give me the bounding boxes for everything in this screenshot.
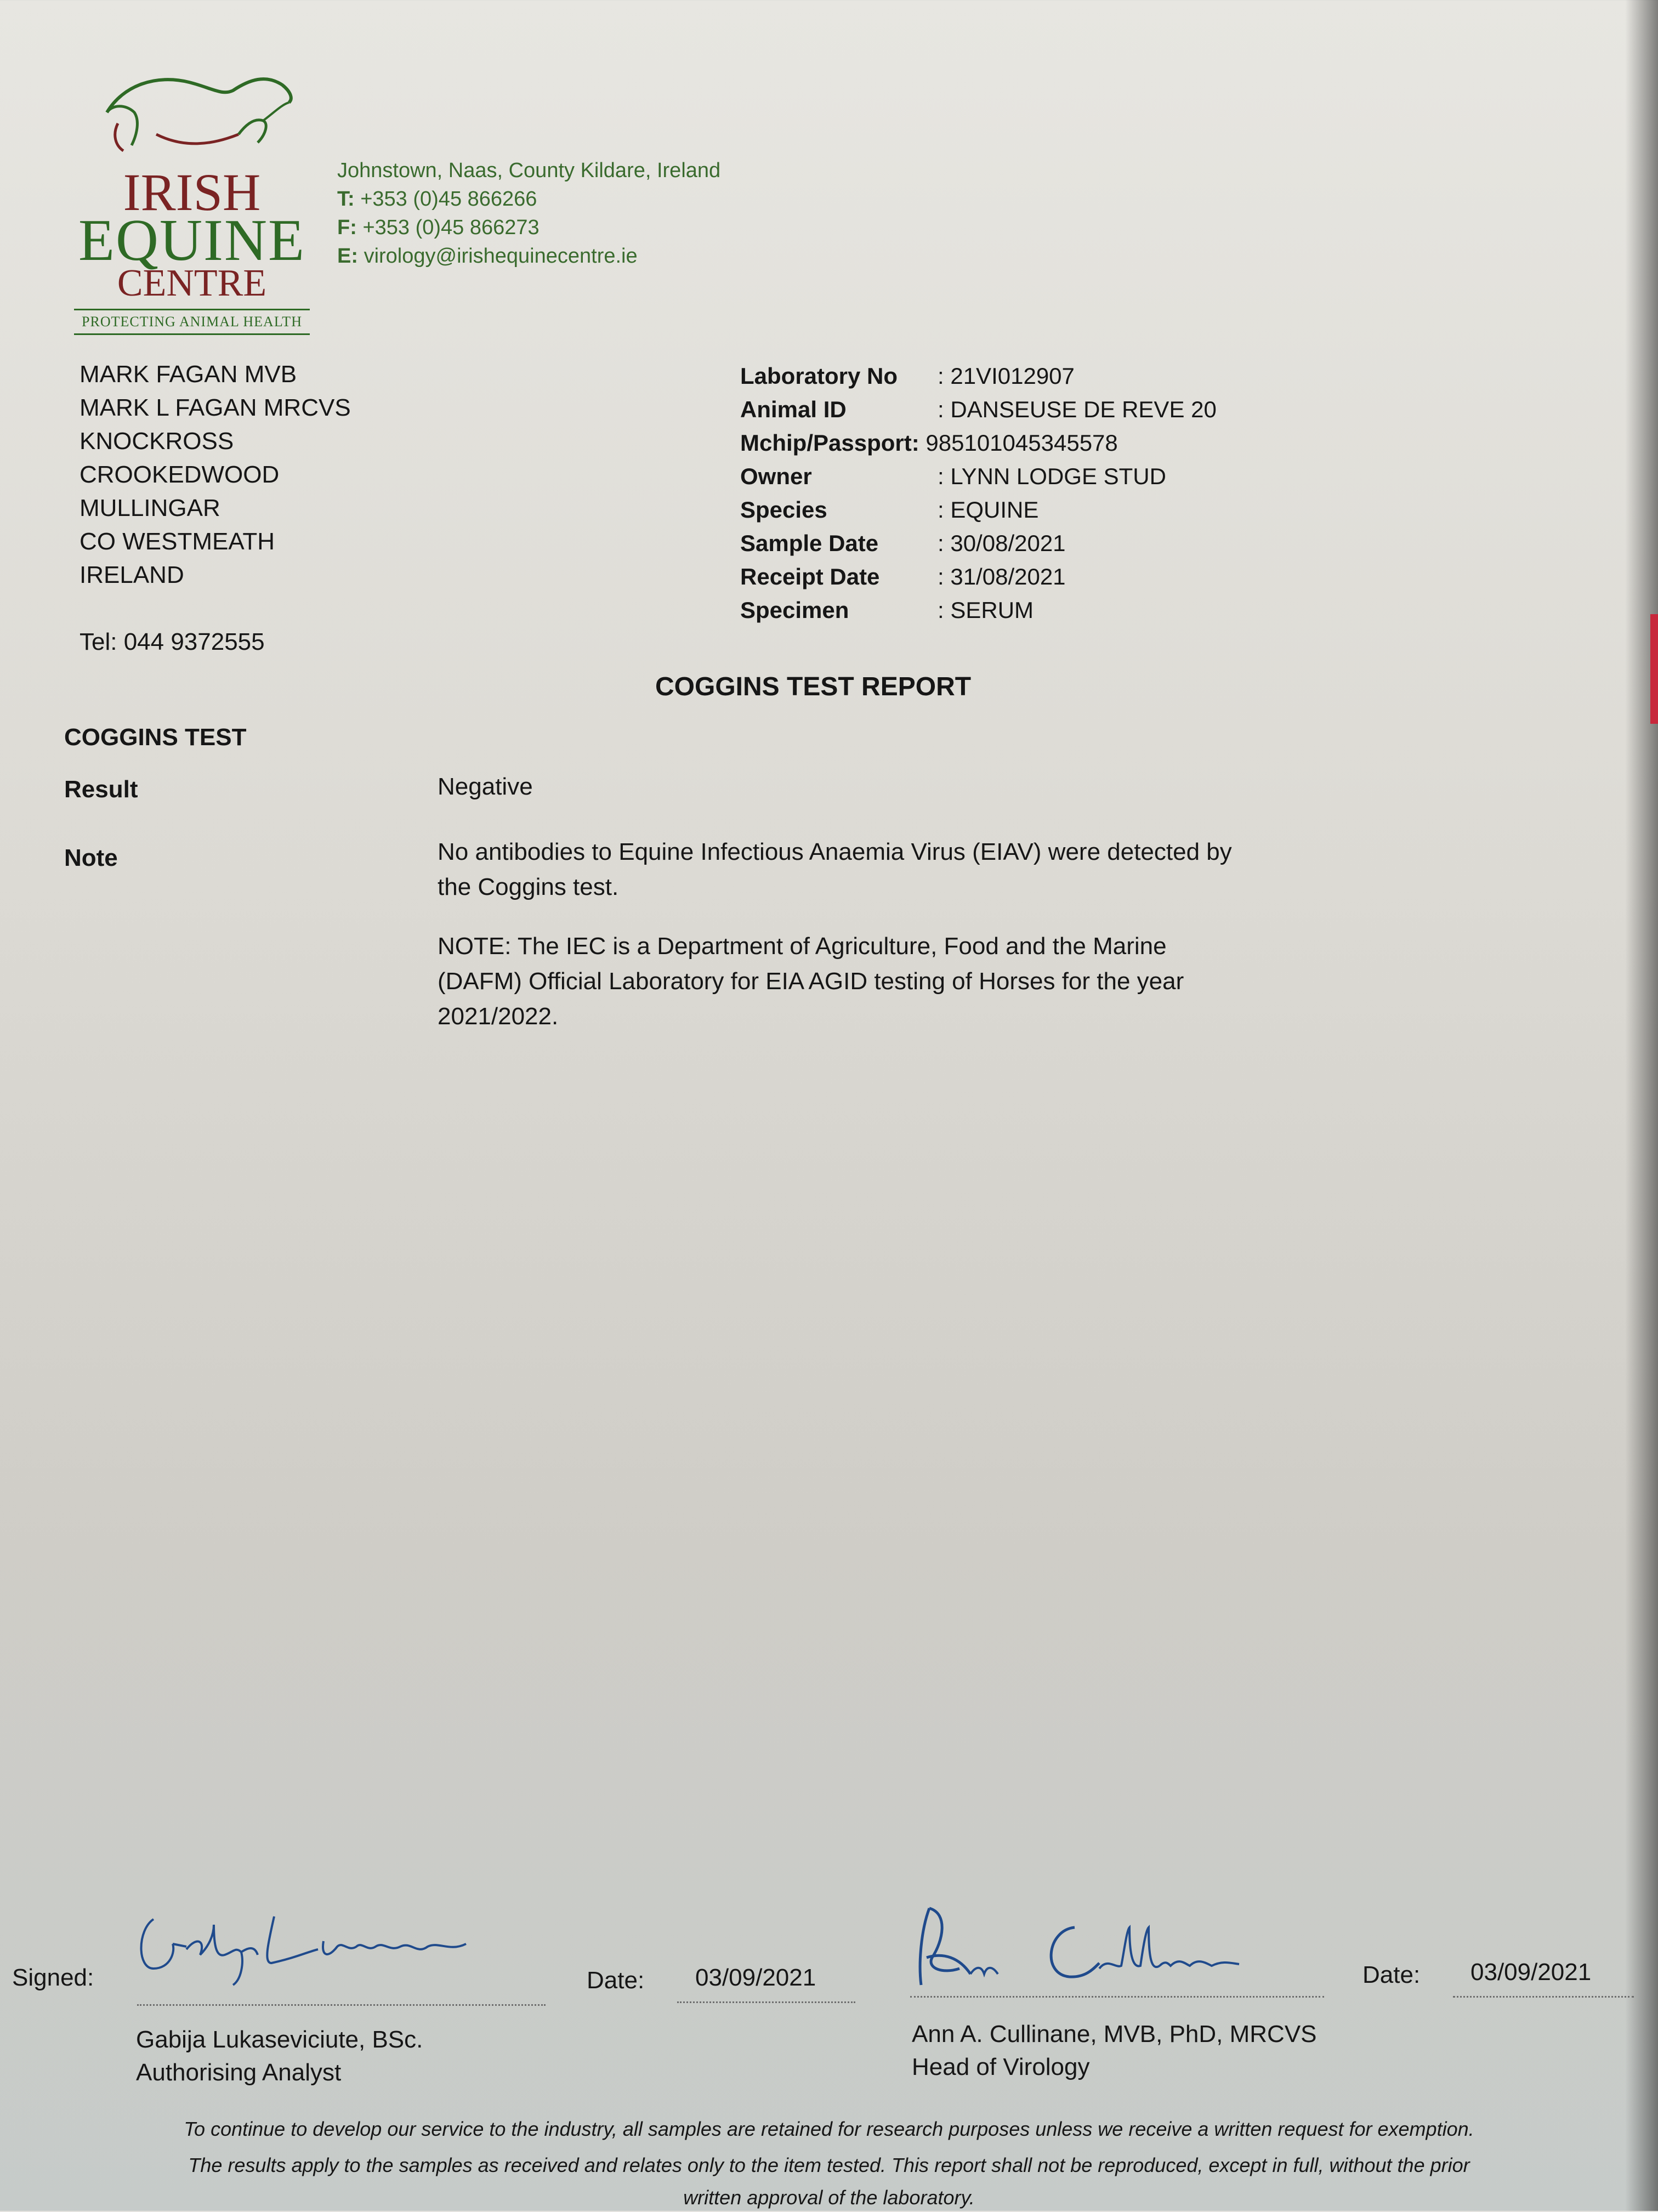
- irish-equine-centre-logo: [74, 52, 310, 337]
- sample-details: [740, 359, 1217, 627]
- signature-1: [132, 1903, 504, 1996]
- logo-tagline: PROTECTING ANIMAL HEALTH: [74, 309, 310, 335]
- signatory-1-name: Gabija Lukaseviciute, BSc.: [136, 2026, 423, 2053]
- horse-logo-icon: [74, 52, 310, 162]
- result-label: Result: [64, 776, 138, 803]
- date-label-2: Date:: [1362, 1961, 1421, 1988]
- recipient-line: KNOCKROSS: [80, 428, 234, 455]
- date-2: 03/09/2021: [1470, 1959, 1592, 1986]
- signed-label: Signed:: [12, 1964, 94, 1991]
- lab-email: E: virology@irishequinecentre.ie: [337, 245, 638, 268]
- result-value: Negative: [438, 773, 533, 800]
- note-label: Note: [64, 844, 118, 871]
- detail-row: Laboratory No : 21VI012907: [740, 363, 1075, 389]
- recipient-line: CO WESTMEATH: [80, 528, 275, 555]
- detail-row: Animal ID : DANSEUSE DE REVE 20: [740, 396, 1217, 422]
- signature-2: [910, 1897, 1267, 1996]
- section-heading: COGGINS TEST: [64, 724, 247, 751]
- footer-line-2: The results apply to the samples as received and relates only to the item tested. This report shall not be reproduced, except in full, without the prior: [188, 2154, 1470, 2176]
- footer-line-3: written approval of the laboratory.: [683, 2186, 975, 2209]
- logo-word-centre: CENTRE: [117, 262, 267, 304]
- lab-address: Johnstown, Naas, County Kildare, Ireland: [337, 159, 721, 182]
- page-edge-shadow: [1625, 0, 1658, 2211]
- signature-2-line: [910, 1996, 1324, 1998]
- footer-disclaimer: [0, 2111, 1658, 2212]
- detail-row: Species : EQUINE: [740, 497, 1039, 523]
- signatory-2-name: Ann A. Cullinane, MVB, PhD, MRCVS: [912, 2021, 1317, 2047]
- recipient-line: CROOKEDWOOD: [80, 461, 280, 488]
- detail-row: Sample Date : 30/08/2021: [740, 530, 1066, 556]
- recipient-line: MULLINGAR: [80, 495, 220, 521]
- signatory-2: [912, 2018, 1317, 2084]
- signature-1-line: [137, 2004, 546, 2006]
- signatory-1-role: Authorising Analyst: [136, 2059, 342, 2086]
- background-red-object: [1650, 614, 1658, 724]
- date-1-line: [677, 2001, 855, 2003]
- recipient-tel: Tel: 044 9372555: [80, 628, 265, 655]
- detail-row: Specimen : SERUM: [740, 597, 1034, 623]
- date-2-line: [1453, 1996, 1634, 1998]
- date-label-1: Date:: [587, 1967, 645, 1994]
- signatory-2-role: Head of Virology: [912, 2054, 1090, 2080]
- note-text: No antibodies to Equine Infectious Anaemia Virus (EIAV) were detected by the Coggins test. NOTE: The IEC is a Department of Agriculture, Food and the Marine (DAFM) Official Laboratory for EIA AGID testing of Horses for the year 2021/2022.: [438, 838, 1232, 1030]
- signatory-1: [136, 2023, 423, 2089]
- detail-row: Owner : LYNN LODGE STUD: [740, 463, 1166, 489]
- report-title: COGGINS TEST REPORT: [655, 672, 972, 701]
- recipient-line: IRELAND: [80, 561, 184, 588]
- logo-word-equine: EQUINE: [78, 208, 305, 273]
- lab-fax: F: +353 (0)45 866273: [337, 216, 540, 239]
- detail-row: Mchip/Passport: 985101045345578: [740, 430, 1118, 456]
- lab-phone: T: +353 (0)45 866266: [337, 188, 537, 211]
- footer-line-1: To continue to develop our service to the industry, all samples are retained for research purposes unless we receive a written request for exemption.: [184, 2118, 1474, 2140]
- date-1: 03/09/2021: [695, 1964, 816, 1991]
- recipient-line: MARK FAGAN MVB: [80, 361, 297, 388]
- recipient-line: MARK L FAGAN MRCVS: [80, 394, 351, 421]
- detail-row: Receipt Date : 31/08/2021: [740, 564, 1066, 589]
- logo-word-irish: IRISH: [123, 163, 261, 222]
- lab-contact-block: [337, 156, 720, 270]
- recipient-address: [80, 358, 351, 659]
